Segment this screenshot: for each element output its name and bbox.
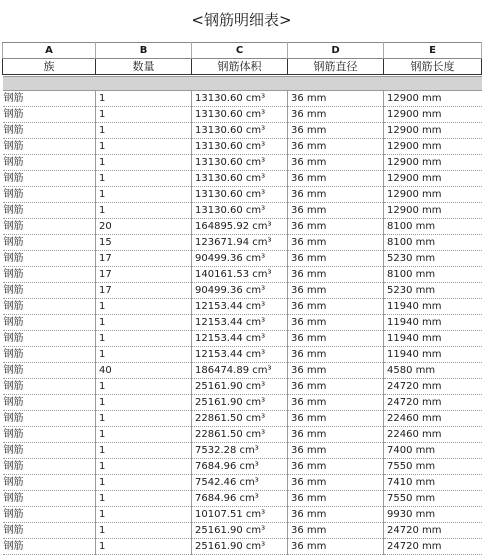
quantity-cell[interactable]: 1 (96, 107, 192, 123)
diameter-cell[interactable]: 36 mm (288, 203, 384, 219)
family-cell[interactable]: 钢筋 (3, 523, 96, 539)
column-letter-b[interactable]: B (96, 43, 192, 59)
diameter-cell[interactable]: 36 mm (288, 411, 384, 427)
table-row[interactable] (3, 139, 482, 155)
diameter-cell[interactable]: 36 mm (288, 443, 384, 459)
volume-cell[interactable]: 12153.44 cm³ (192, 315, 288, 331)
field-header-row (3, 59, 482, 75)
family-cell[interactable]: 钢筋 (3, 491, 96, 507)
family-cell[interactable]: 钢筋 (3, 251, 96, 267)
length-cell[interactable]: 12900 mm (384, 107, 482, 123)
quantity-cell[interactable]: 1 (96, 347, 192, 363)
diameter-cell[interactable]: 36 mm (288, 363, 384, 379)
family-cell[interactable]: 钢筋 (3, 459, 96, 475)
family-cell[interactable]: 钢筋 (3, 219, 96, 235)
quantity-cell[interactable]: 15 (96, 235, 192, 251)
family-cell[interactable]: 钢筋 (3, 187, 96, 203)
length-cell[interactable]: 5230 mm (384, 283, 482, 299)
column-letter-e[interactable]: E (384, 43, 482, 59)
diameter-cell[interactable]: 36 mm (288, 107, 384, 123)
quantity-cell[interactable]: 20 (96, 219, 192, 235)
table-row[interactable] (3, 187, 482, 203)
volume-cell[interactable]: 12153.44 cm³ (192, 331, 288, 347)
diameter-cell[interactable]: 36 mm (288, 475, 384, 491)
volume-cell[interactable]: 13130.60 cm³ (192, 123, 288, 139)
length-cell[interactable]: 24720 mm (384, 523, 482, 539)
diameter-cell[interactable]: 36 mm (288, 155, 384, 171)
table-row[interactable] (3, 107, 482, 123)
family-cell[interactable]: 钢筋 (3, 267, 96, 283)
volume-cell[interactable]: 25161.90 cm³ (192, 395, 288, 411)
diameter-cell[interactable]: 36 mm (288, 283, 384, 299)
family-cell[interactable]: 钢筋 (3, 299, 96, 315)
volume-cell[interactable]: 25161.90 cm³ (192, 539, 288, 555)
quantity-cell[interactable]: 1 (96, 379, 192, 395)
table-row[interactable] (3, 523, 482, 539)
quantity-cell[interactable]: 1 (96, 459, 192, 475)
family-cell[interactable]: 钢筋 (3, 411, 96, 427)
quantity-cell[interactable]: 1 (96, 203, 192, 219)
column-letter-d[interactable]: D (288, 43, 384, 59)
length-cell[interactable]: 22460 mm (384, 411, 482, 427)
volume-cell[interactable]: 13130.60 cm³ (192, 155, 288, 171)
quantity-cell[interactable]: 1 (96, 171, 192, 187)
length-cell[interactable]: 11940 mm (384, 331, 482, 347)
table-row[interactable] (3, 251, 482, 267)
length-cell[interactable]: 12900 mm (384, 139, 482, 155)
diameter-cell[interactable]: 36 mm (288, 427, 384, 443)
column-letter-row (3, 43, 482, 59)
volume-cell[interactable]: 12153.44 cm³ (192, 299, 288, 315)
diameter-cell[interactable]: 36 mm (288, 299, 384, 315)
quantity-cell[interactable]: 17 (96, 251, 192, 267)
quantity-cell[interactable]: 17 (96, 267, 192, 283)
length-cell[interactable]: 4580 mm (384, 363, 482, 379)
family-cell[interactable]: 钢筋 (3, 507, 96, 523)
family-cell[interactable]: 钢筋 (3, 539, 96, 555)
quantity-cell[interactable]: 1 (96, 155, 192, 171)
family-cell[interactable]: 钢筋 (3, 475, 96, 491)
column-letter-c[interactable]: C (192, 43, 288, 59)
diameter-cell[interactable]: 36 mm (288, 379, 384, 395)
length-cell[interactable]: 7550 mm (384, 491, 482, 507)
table-row[interactable] (3, 171, 482, 187)
diameter-cell[interactable]: 36 mm (288, 459, 384, 475)
length-cell[interactable]: 5230 mm (384, 251, 482, 267)
column-letter-a[interactable]: A (3, 43, 96, 59)
volume-cell[interactable]: 25161.90 cm³ (192, 523, 288, 539)
table-row[interactable] (3, 539, 482, 555)
quantity-cell[interactable]: 1 (96, 491, 192, 507)
field-header-volume[interactable]: 钢筋体积 (192, 59, 288, 75)
volume-cell[interactable]: 7684.96 cm³ (192, 491, 288, 507)
quantity-cell[interactable]: 1 (96, 427, 192, 443)
length-cell[interactable]: 8100 mm (384, 235, 482, 251)
quantity-cell[interactable]: 1 (96, 523, 192, 539)
table-row[interactable] (3, 459, 482, 475)
quantity-cell[interactable]: 1 (96, 443, 192, 459)
length-cell[interactable]: 22460 mm (384, 427, 482, 443)
family-cell[interactable]: 钢筋 (3, 331, 96, 347)
family-cell[interactable]: 钢筋 (3, 363, 96, 379)
volume-cell[interactable]: 22861.50 cm³ (192, 427, 288, 443)
family-cell[interactable]: 钢筋 (3, 283, 96, 299)
field-header-family[interactable]: 族 (3, 59, 96, 75)
diameter-cell[interactable]: 36 mm (288, 539, 384, 555)
length-cell[interactable]: 12900 mm (384, 155, 482, 171)
diameter-cell[interactable]: 36 mm (288, 507, 384, 523)
diameter-cell[interactable]: 36 mm (288, 91, 384, 107)
volume-cell[interactable]: 13130.60 cm³ (192, 187, 288, 203)
length-cell[interactable]: 8100 mm (384, 267, 482, 283)
family-cell[interactable]: 钢筋 (3, 123, 96, 139)
diameter-cell[interactable]: 36 mm (288, 171, 384, 187)
table-row[interactable] (3, 427, 482, 443)
table-row[interactable] (3, 363, 482, 379)
volume-cell[interactable]: 12153.44 cm³ (192, 347, 288, 363)
family-cell[interactable]: 钢筋 (3, 107, 96, 123)
rebar-schedule-table (2, 42, 482, 555)
table-row[interactable] (3, 299, 482, 315)
quantity-cell[interactable]: 1 (96, 395, 192, 411)
volume-cell[interactable]: 13130.60 cm³ (192, 139, 288, 155)
schedule-title: <钢筋明细表> (191, 11, 292, 29)
family-cell[interactable]: 钢筋 (3, 379, 96, 395)
length-cell[interactable]: 24720 mm (384, 539, 482, 555)
family-cell[interactable]: 钢筋 (3, 171, 96, 187)
length-cell[interactable]: 24720 mm (384, 379, 482, 395)
family-cell[interactable]: 钢筋 (3, 347, 96, 363)
table-row[interactable] (3, 203, 482, 219)
volume-cell[interactable]: 164895.92 cm³ (192, 219, 288, 235)
length-cell[interactable]: 24720 mm (384, 395, 482, 411)
length-cell[interactable]: 12900 mm (384, 187, 482, 203)
table-row[interactable] (3, 219, 482, 235)
volume-cell[interactable]: 22861.50 cm³ (192, 411, 288, 427)
length-cell[interactable]: 12900 mm (384, 203, 482, 219)
diameter-cell[interactable]: 36 mm (288, 187, 384, 203)
family-cell[interactable]: 钢筋 (3, 235, 96, 251)
length-cell[interactable]: 12900 mm (384, 171, 482, 187)
field-header-quantity[interactable]: 数量 (96, 59, 192, 75)
length-cell[interactable]: 7400 mm (384, 443, 482, 459)
table-row[interactable] (3, 347, 482, 363)
family-cell[interactable]: 钢筋 (3, 395, 96, 411)
table-row[interactable] (3, 331, 482, 347)
volume-cell[interactable]: 7532.28 cm³ (192, 443, 288, 459)
diameter-cell[interactable]: 36 mm (288, 491, 384, 507)
volume-cell[interactable]: 90499.36 cm³ (192, 251, 288, 267)
length-cell[interactable]: 12900 mm (384, 91, 482, 107)
length-cell[interactable]: 7410 mm (384, 475, 482, 491)
diameter-cell[interactable]: 36 mm (288, 267, 384, 283)
quantity-cell[interactable]: 1 (96, 139, 192, 155)
length-cell[interactable]: 11940 mm (384, 347, 482, 363)
diameter-cell[interactable]: 36 mm (288, 523, 384, 539)
table-row[interactable] (3, 267, 482, 283)
volume-cell[interactable]: 123671.94 cm³ (192, 235, 288, 251)
volume-cell[interactable]: 140161.53 cm³ (192, 267, 288, 283)
table-row[interactable] (3, 475, 482, 491)
diameter-cell[interactable]: 36 mm (288, 219, 384, 235)
schedule-body (3, 91, 482, 555)
diameter-cell[interactable]: 36 mm (288, 123, 384, 139)
quantity-cell[interactable]: 1 (96, 91, 192, 107)
volume-cell[interactable]: 13130.60 cm³ (192, 107, 288, 123)
table-row[interactable] (3, 283, 482, 299)
family-cell[interactable]: 钢筋 (3, 443, 96, 459)
diameter-cell[interactable]: 36 mm (288, 235, 384, 251)
quantity-cell[interactable]: 17 (96, 283, 192, 299)
table-row[interactable] (3, 395, 482, 411)
length-cell[interactable]: 9930 mm (384, 507, 482, 523)
diameter-cell[interactable]: 36 mm (288, 251, 384, 267)
diameter-cell[interactable]: 36 mm (288, 139, 384, 155)
quantity-cell[interactable]: 1 (96, 315, 192, 331)
table-row[interactable] (3, 315, 482, 331)
family-cell[interactable]: 钢筋 (3, 91, 96, 107)
length-cell[interactable]: 12900 mm (384, 123, 482, 139)
table-row[interactable] (3, 507, 482, 523)
table-row[interactable] (3, 123, 482, 139)
volume-cell[interactable]: 13130.60 cm³ (192, 203, 288, 219)
quantity-cell[interactable]: 1 (96, 475, 192, 491)
volume-cell[interactable]: 10107.51 cm³ (192, 507, 288, 523)
group-separator-row (3, 77, 482, 91)
diameter-cell[interactable]: 36 mm (288, 347, 384, 363)
diameter-cell[interactable]: 36 mm (288, 315, 384, 331)
quantity-cell[interactable]: 1 (96, 187, 192, 203)
family-cell[interactable]: 钢筋 (3, 155, 96, 171)
length-cell[interactable]: 11940 mm (384, 299, 482, 315)
diameter-cell[interactable]: 36 mm (288, 395, 384, 411)
quantity-cell[interactable]: 1 (96, 411, 192, 427)
diameter-cell[interactable]: 36 mm (288, 331, 384, 347)
field-header-diameter[interactable]: 钢筋直径 (288, 59, 384, 75)
length-cell[interactable]: 7550 mm (384, 459, 482, 475)
length-cell[interactable]: 8100 mm (384, 219, 482, 235)
family-cell[interactable]: 钢筋 (3, 203, 96, 219)
table-row[interactable] (3, 491, 482, 507)
family-cell[interactable]: 钢筋 (3, 139, 96, 155)
table-row[interactable] (3, 443, 482, 459)
volume-cell[interactable]: 13130.60 cm³ (192, 171, 288, 187)
family-cell[interactable]: 钢筋 (3, 315, 96, 331)
quantity-cell[interactable]: 1 (96, 123, 192, 139)
table-row[interactable] (3, 91, 482, 107)
volume-cell[interactable]: 25161.90 cm³ (192, 379, 288, 395)
length-cell[interactable]: 11940 mm (384, 315, 482, 331)
volume-cell[interactable]: 13130.60 cm³ (192, 91, 288, 107)
quantity-cell[interactable]: 1 (96, 331, 192, 347)
quantity-cell[interactable]: 1 (96, 507, 192, 523)
quantity-cell[interactable]: 1 (96, 299, 192, 315)
volume-cell[interactable]: 7542.46 cm³ (192, 475, 288, 491)
volume-cell[interactable]: 7684.96 cm³ (192, 459, 288, 475)
volume-cell[interactable]: 186474.89 cm³ (192, 363, 288, 379)
table-row[interactable] (3, 379, 482, 395)
table-row[interactable] (3, 235, 482, 251)
table-row[interactable] (3, 411, 482, 427)
volume-cell[interactable]: 90499.36 cm³ (192, 283, 288, 299)
family-cell[interactable]: 钢筋 (3, 427, 96, 443)
quantity-cell[interactable]: 1 (96, 539, 192, 555)
quantity-cell[interactable]: 40 (96, 363, 192, 379)
field-header-length[interactable]: 钢筋长度 (384, 59, 482, 75)
table-row[interactable] (3, 155, 482, 171)
